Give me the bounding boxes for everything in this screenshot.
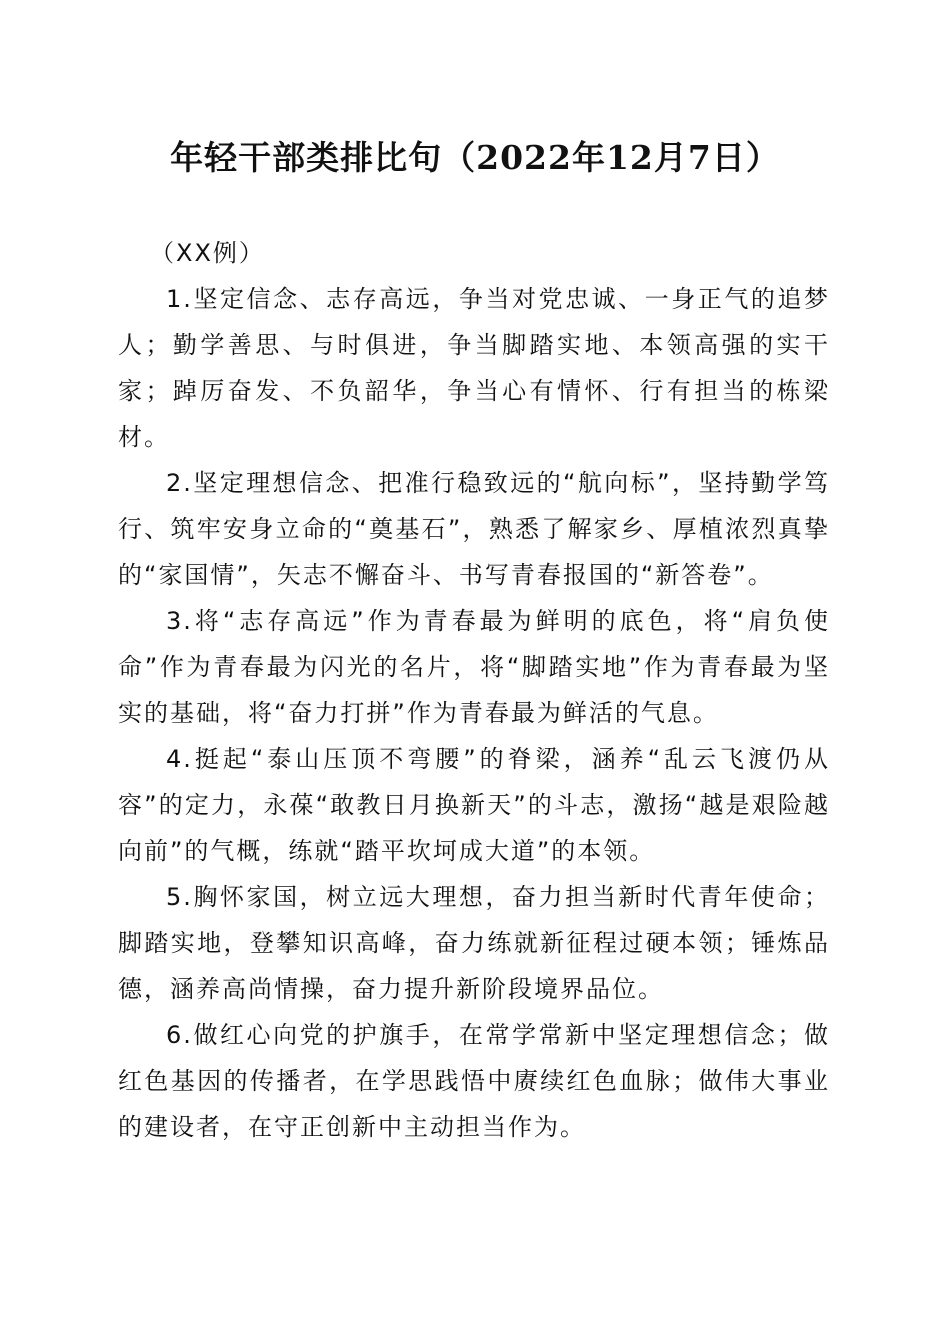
- paragraph-6: 6.做红心向党的护旗手，在常学常新中坚定理想信念；做红色基因的传播者，在学思践悟中赓续红色血脉；做伟大事业的建设者，在守正创新中主动担当作为。: [118, 1021, 830, 1141]
- paragraph-2: 2.坚定理想信念、把准行稳致远的“航向标”，坚持勤学笃行、筑牢安身立命的“奠基石”，熟悉了解家乡、厚植浓烈真挚的“家国情”，矢志不懈奋斗、书写青春报国的“新答卷”。: [118, 469, 830, 589]
- paragraph-5: 5.胸怀家国，树立远大理想，奋力担当新时代青年使命；脚踏实地，登攀知识高峰，奋力练就新征程过硬本领；锤炼品德，涵养高尚情操，奋力提升新阶段境界品位。: [118, 883, 830, 1003]
- document-title: 年轻干部类排比句（2022年12月7日）: [170, 138, 780, 177]
- paragraph-4: 4.挺起“泰山压顶不弯腰”的脊梁，涵养“乱云飞渡仍从容”的定力，永葆“敢教日月换新天”的斗志，激扬“越是艰险越向前”的气概，练就“踏平坎坷成大道”的本领。: [118, 745, 830, 865]
- paragraph-3: 3.将“志存高远”作为青春最为鲜明的底色，将“肩负使命”作为青春最为闪光的名片，将“脚踏实地”作为青春最为坚实的基础，将“奋力打拼”作为青春最为鲜活的气息。: [118, 607, 830, 727]
- document-body: [118, 230, 830, 1150]
- paragraph-1: 1.坚定信念、志存高远，争当对党忠诚、一身正气的追梦人；勤学善思、与时俱进，争当脚踏实地、本领高强的实干家；踔厉奋发、不负韶华，争当心有情怀、行有担当的栋梁材。: [118, 285, 830, 451]
- example-count-note: （XX例）: [150, 239, 265, 267]
